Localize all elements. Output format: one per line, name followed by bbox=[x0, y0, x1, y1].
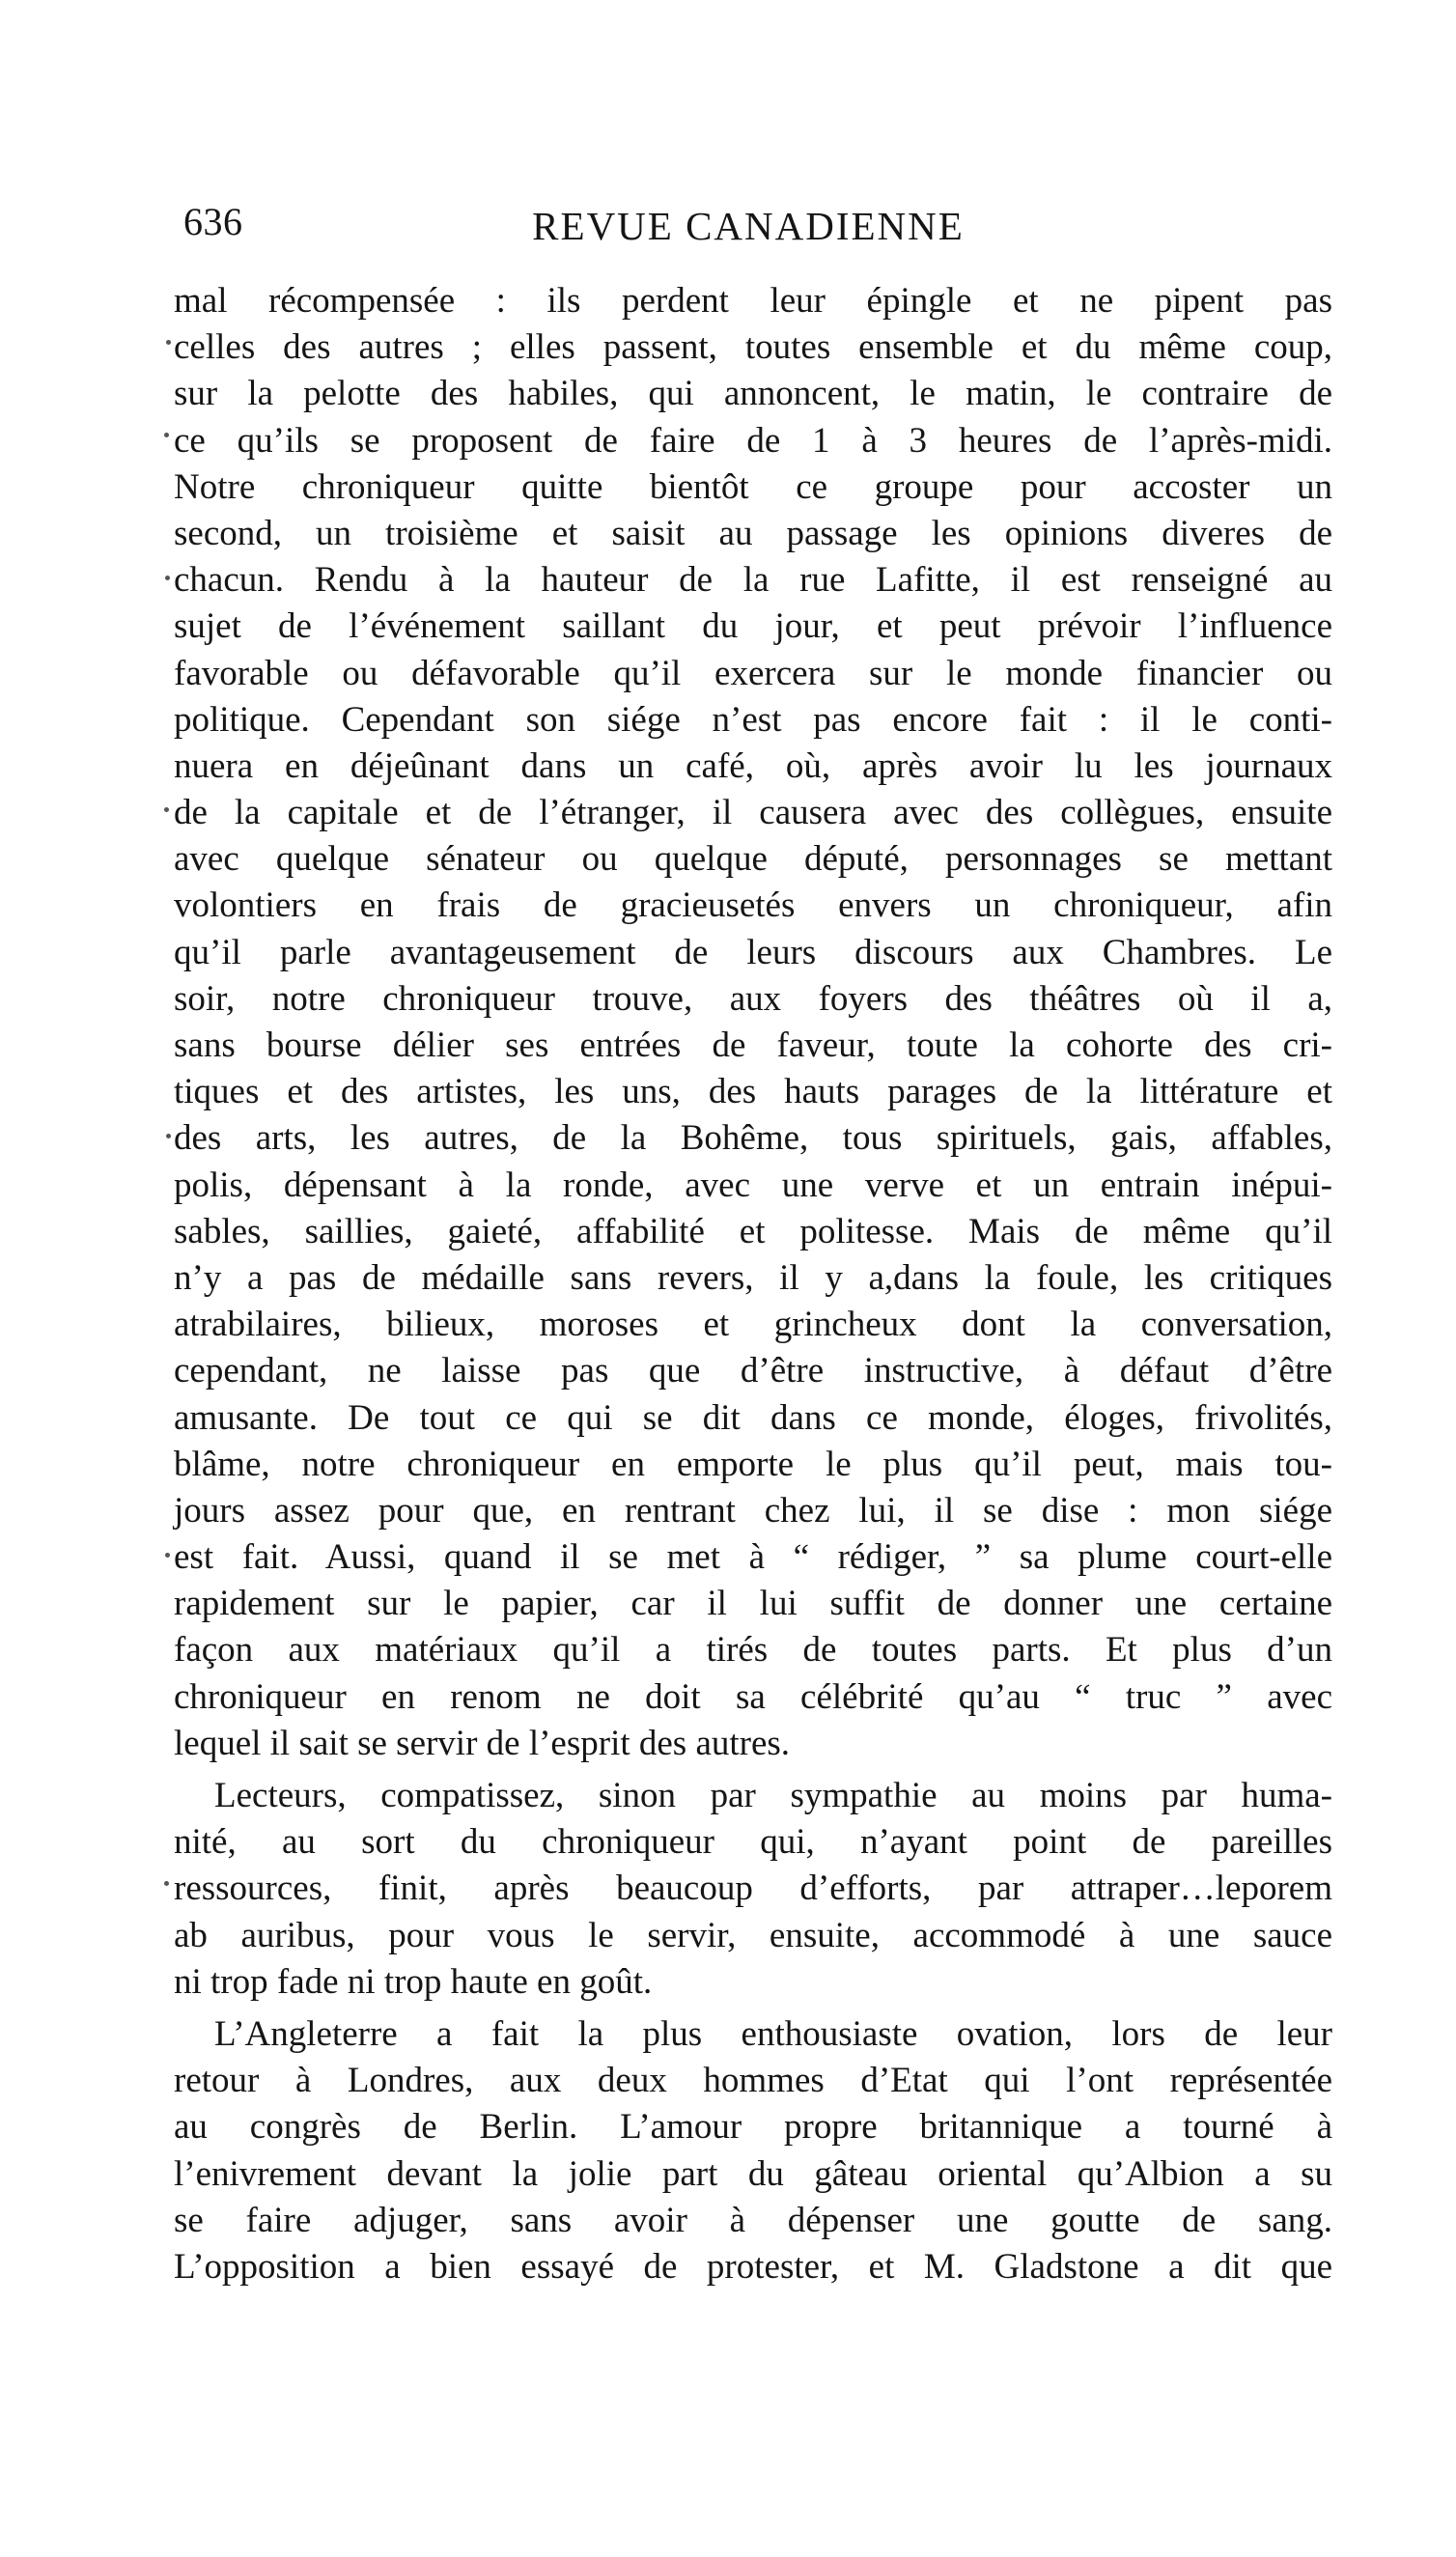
text-line: blâme, notre chroniqueur en emporte le plus qu’il peut, mais tou- bbox=[174, 1444, 1332, 1484]
text-line: polis, dépensant à la ronde, avec une verve et un entrain inépui- bbox=[174, 1165, 1332, 1205]
text-line: avec quelque sénateur ou quelque député, personnages se mettant bbox=[174, 839, 1332, 880]
text-line: favorable ou défavorable qu’il exercera sur le monde financier ou bbox=[174, 653, 1332, 693]
text-line: façon aux matériaux qu’il a tirés de toutes parts. Et plus d’un bbox=[174, 1630, 1332, 1671]
text-line: l’enivrement devant la jolie part du gâteau oriental qu’Albion a su bbox=[174, 2153, 1332, 2194]
text-line: atrabilaires, bilieux, moroses et grincheux dont la conversation, bbox=[174, 1305, 1332, 1345]
text-line: sur la pelotte des habiles, qui annoncent, le matin, le contraire de bbox=[174, 374, 1332, 414]
text-line: cependant, ne laisse pas que d’être instructive, à défaut d’être bbox=[174, 1351, 1332, 1391]
print-speck bbox=[166, 340, 171, 345]
text-line: qu’il parle avantageusement de leurs discours aux Chambres. Le bbox=[174, 932, 1332, 972]
text-line: tiques et des artistes, les uns, des hauts parages de la littérature et bbox=[174, 1072, 1332, 1112]
text-line: amusante. De tout ce qui se dit dans ce monde, éloges, frivolités, bbox=[174, 1397, 1332, 1438]
text-line: ressources, finit, après beaucoup d’efforts, par attraper…leporem bbox=[174, 1869, 1332, 1909]
text-line: chroniqueur en renom ne doit sa célébrité qu’au “ truc ” avec bbox=[174, 1676, 1332, 1717]
text-line: mal récompensée : ils perdent leur épingle et ne pipent pas bbox=[174, 281, 1332, 321]
text-line: chacun. Rendu à la hauteur de la rue Lafitte, il est renseigné au bbox=[174, 560, 1332, 601]
paragraph-3 bbox=[174, 2011, 1332, 2290]
running-header bbox=[174, 189, 1323, 259]
page-number: 636 bbox=[183, 200, 243, 243]
text-line: au congrès de Berlin. L’amour propre britannique a tourné à bbox=[174, 2107, 1332, 2148]
text-line: rapidement sur le papier, car il lui suffit de donner une certaine bbox=[174, 1584, 1332, 1624]
print-speck bbox=[164, 807, 169, 812]
text-line: lequel il sait se servir de l’esprit des autres. bbox=[174, 1723, 791, 1763]
text-line: celles des autres ; elles passent, toutes ensemble et du même coup, bbox=[174, 327, 1332, 368]
text-line: ab auribus, pour vous le servir, ensuite, accommodé à une sauce bbox=[174, 1915, 1332, 1955]
text-line: retour à Londres, aux deux hommes d’Etat qui l’ont représentée bbox=[174, 2061, 1332, 2101]
print-speck bbox=[164, 1881, 169, 1886]
text-line: nité, au sort du chroniqueur qui, n’ayant point de pareilles bbox=[174, 1822, 1332, 1863]
text-line: Notre chroniqueur quitte bientôt ce groupe pour accoster un bbox=[174, 466, 1332, 507]
journal-title: REVUE CANADIENNE bbox=[532, 204, 965, 248]
text-line: nuera en déjeûnant dans un café, où, après avoir lu les journaux bbox=[174, 745, 1332, 786]
text-line: volontiers en frais de gracieusetés envers un chroniqueur, afin bbox=[174, 885, 1332, 926]
paragraph-2 bbox=[174, 1773, 1332, 2006]
text-line: de la capitale et de l’étranger, il causera avec des collègues, ensuite bbox=[174, 793, 1332, 833]
text-line: ni trop fade ni trop haute en goût. bbox=[174, 1961, 653, 2002]
text-line: L’Angleterre a fait la plus enthousiaste ovation, lors de leur bbox=[214, 2013, 1332, 2054]
text-line: politique. Cependant son siége n’est pas encore fait : il le conti- bbox=[174, 699, 1332, 740]
print-speck bbox=[164, 433, 169, 437]
text-line: jours assez pour que, en rentrant chez lui, il se dise : mon siége bbox=[174, 1490, 1332, 1531]
body-text bbox=[174, 278, 1332, 2290]
print-speck bbox=[165, 576, 170, 580]
text-line: sans bourse délier ses entrées de faveur, toute la cohorte des cri- bbox=[174, 1026, 1332, 1065]
text-line: sables, saillies, gaieté, affabilité et politesse. Mais de même qu’il bbox=[174, 1211, 1332, 1251]
print-speck bbox=[165, 1553, 170, 1558]
text-line: sujet de l’événement saillant du jour, et peut prévoir l’influence bbox=[174, 606, 1332, 647]
text-line: soir, notre chroniqueur trouve, aux foyers des théâtres où il a, bbox=[174, 978, 1332, 1019]
text-line: ce qu’ils se proposent de faire de 1 à 3 heures de l’après-midi. bbox=[174, 420, 1332, 461]
text-line: se faire adjuger, sans avoir à dépenser une goutte de sang. bbox=[174, 2200, 1332, 2240]
text-line: second, un troisième et saisit au passage les opinions diveres de bbox=[174, 513, 1332, 553]
text-line: Lecteurs, compatissez, sinon par sympathie au moins par huma- bbox=[214, 1776, 1332, 1815]
text-line: est fait. Aussi, quand il se met à “ rédiger, ” sa plume court-elle bbox=[174, 1537, 1332, 1578]
print-speck bbox=[166, 1134, 171, 1138]
text-line: des arts, les autres, de la Bohême, tous spirituels, gais, affables, bbox=[174, 1118, 1332, 1159]
paragraph-1 bbox=[174, 278, 1332, 1767]
text-line: n’y a pas de médaille sans revers, il y a,dans la foule, les critiques bbox=[174, 1257, 1332, 1298]
text-line: L’opposition a bien essayé de protester, et M. Gladstone a dit que bbox=[174, 2246, 1332, 2287]
